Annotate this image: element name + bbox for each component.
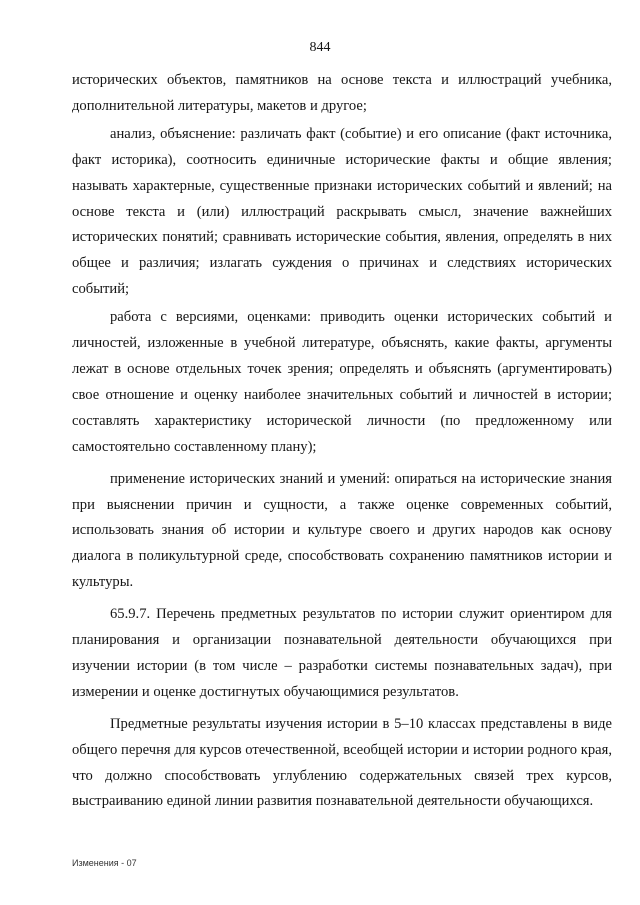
paragraph-versions: работа с версиями, оценками: приводить оценки исторических событий и личностей, изложенные в учебной литературе, объяснять, какие факты, аргументы лежат в основе отдельных точек зрения; определять и объяснять (аргументировать) свое отношение и оценку наиболее значительных событий и личностей в истории; составлять характеристику исторической личности (по предложенному или самостоятельно составленному плану); <box>72 309 612 455</box>
paragraph-65-9-7: 65.9.7. Перечень предметных результатов по истории служит ориентиром для планирования и организации познавательной деятельности обучающихся при изучении истории (в том числе – разработки системы познавательных задач), при измерении и оценке достигнутых обучающимися результатов. <box>72 606 612 700</box>
footer-revision-note: Изменения - 07 <box>72 858 137 868</box>
paragraph-analysis: анализ, объяснение: различать факт (событие) и его описание (факт источника, факт историка), соотносить единичные исторические факты и общие явления; называть характерные, существенные признаки исторических событий и явлений; на основе текста и (или) иллюстраций раскрывать смысл, значение важнейших исторических понятий; сравнивать исторические события, явления, определять в них общее и различия; излагать суждения о причинах и следствиях исторических событий; <box>72 125 612 298</box>
page-body <box>72 68 612 815</box>
page-number: 844 <box>309 40 331 55</box>
paragraph-subject-results: Предметные результаты изучения истории в 5–10 классах представлены в виде общего перечня для курсов отечественной, всеобщей истории и истории родного края, что должно способствовать углублению содержательных связей трех курсов, выстраиванию единой линии развития познавательной деятельности обучающихся. <box>72 715 612 810</box>
paragraph-continuation: исторических объектов, памятников на основе текста и иллюстраций учебника, дополнительной литературы, макетов и другое; <box>72 72 612 114</box>
paragraph-application: применение исторических знаний и умений: опираться на исторические знания при выяснении причин и сущности, а также оценке современных событий, использовать знания об истории и культуре своего и других народов как основу диалога в поликультурной среде, способствовать сохранению памятников истории и культуры. <box>72 470 612 591</box>
